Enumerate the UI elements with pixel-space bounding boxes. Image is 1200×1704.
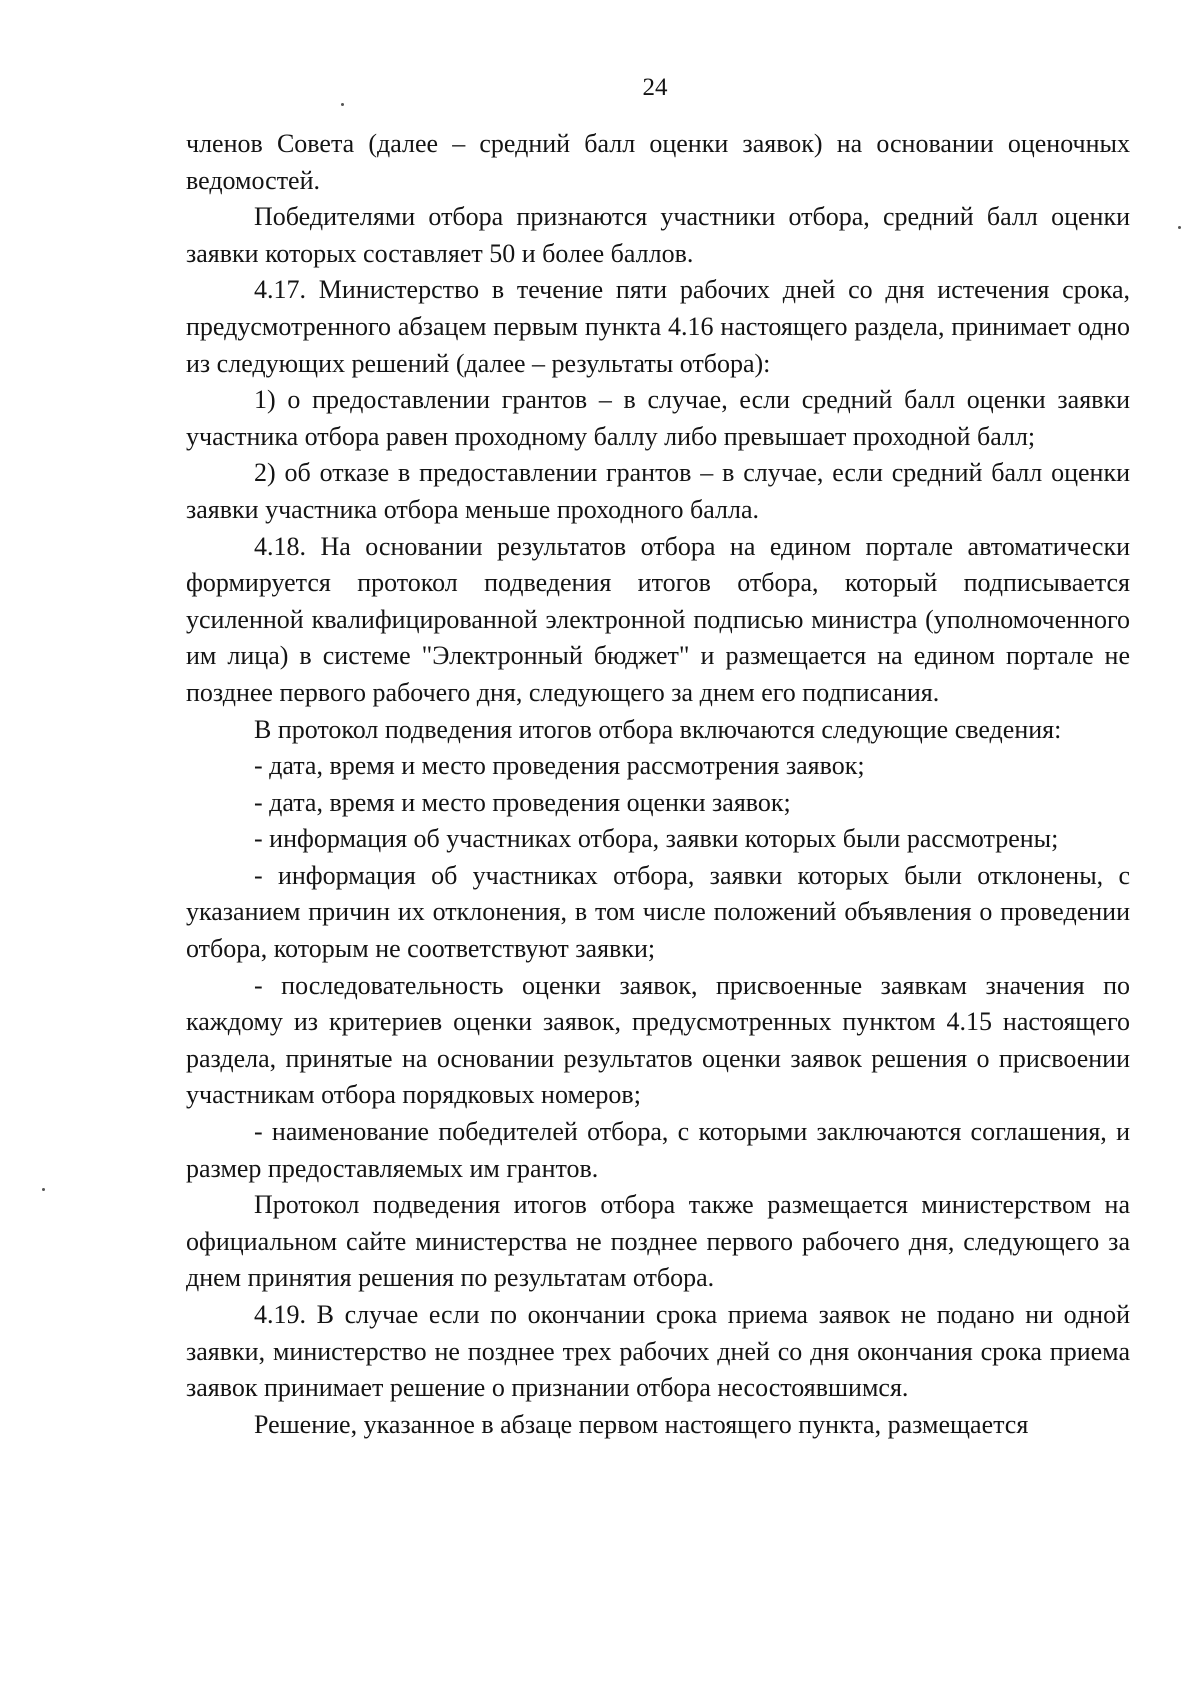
list-item: - информация об участниках отбора, заявки которых были отклонены, с указанием причин их отклонения, в том числе положений объявления о проведении отбора, которым не соответствуют заявки; [186,860,1130,964]
paragraph: В протокол подведения итогов отбора включаются следующие сведения: [254,714,1062,744]
list-item: - дата, время и место проведения оценки заявок; [254,787,791,817]
paragraph: Протокол подведения итогов отбора также размещается министерством на официальном сайте министерства не позднее первого рабочего дня, следующего за днем принятия решения по результатам отбора. [186,1190,1130,1293]
paragraph: Решение, указанное в абзаце первом настоящего пункта, размещается [254,1409,1029,1439]
paragraph: 4.17. Министерство в течение пяти рабочих дней со дня истечения срока, предусмотренного абзацем первым пункта 4.16 настоящего раздела, принимает одно из следующих решений (далее – результаты отбора): [186,275,1130,378]
list-item: - наименование победителей отбора, с которыми заключаются соглашения, и размер предоставляемых им грантов. [186,1117,1130,1183]
paragraph: Победителями отбора признаются участники отбора, средний балл оценки заявки которых составляет 50 и более баллов. [186,202,1130,268]
paragraph: 4.18. На основании результатов отбора на едином портале автоматически формируется протокол подведения итогов отбора, который подписывается усиленной квалифицированной электронной подписью министра (уполномоченного им лица) в системе "Электронный бюджет" и размещается на едином портале не позднее первого рабочего дня, следующего за днем его подписания. [186,531,1130,707]
scan-speck [1178,226,1181,229]
list-item: 1) о предоставлении грантов – в случае, если средний балл оценки заявки участника отбора равен проходному баллу либо превышает проходной балл; [186,385,1130,451]
scan-speck [42,1188,45,1191]
list-item: - последовательность оценки заявок, присвоенные заявкам значения по каждому из критериев оценки заявок, предусмотренных пунктом 4.15 настоящего раздела, принятые на основании результатов оценки заявок решения о присвоении участникам отбора порядковых номеров; [186,970,1130,1110]
paragraph: членов Совета (далее – средний балл оценки заявок) на основании оценочных ведомостей. [186,129,1130,195]
list-item: - информация об участниках отбора, заявки которых были рассмотрены; [254,824,1059,854]
paragraph: 4.19. В случае если по окончании срока приема заявок не подано ни одной заявки, министерство не позднее трех рабочих дней со дня окончания срока приема заявок принимает решение о признании отбора несостоявшимся. [186,1300,1130,1403]
list-item: 2) об отказе в предоставлении грантов – в случае, если средний балл оценки заявки участника отбора меньше проходного балла. [186,458,1130,524]
document-body [186,126,1130,1443]
list-item: - дата, время и место проведения рассмотрения заявок; [254,751,865,781]
scan-speck [341,103,344,106]
page-number: 24 [642,74,668,101]
